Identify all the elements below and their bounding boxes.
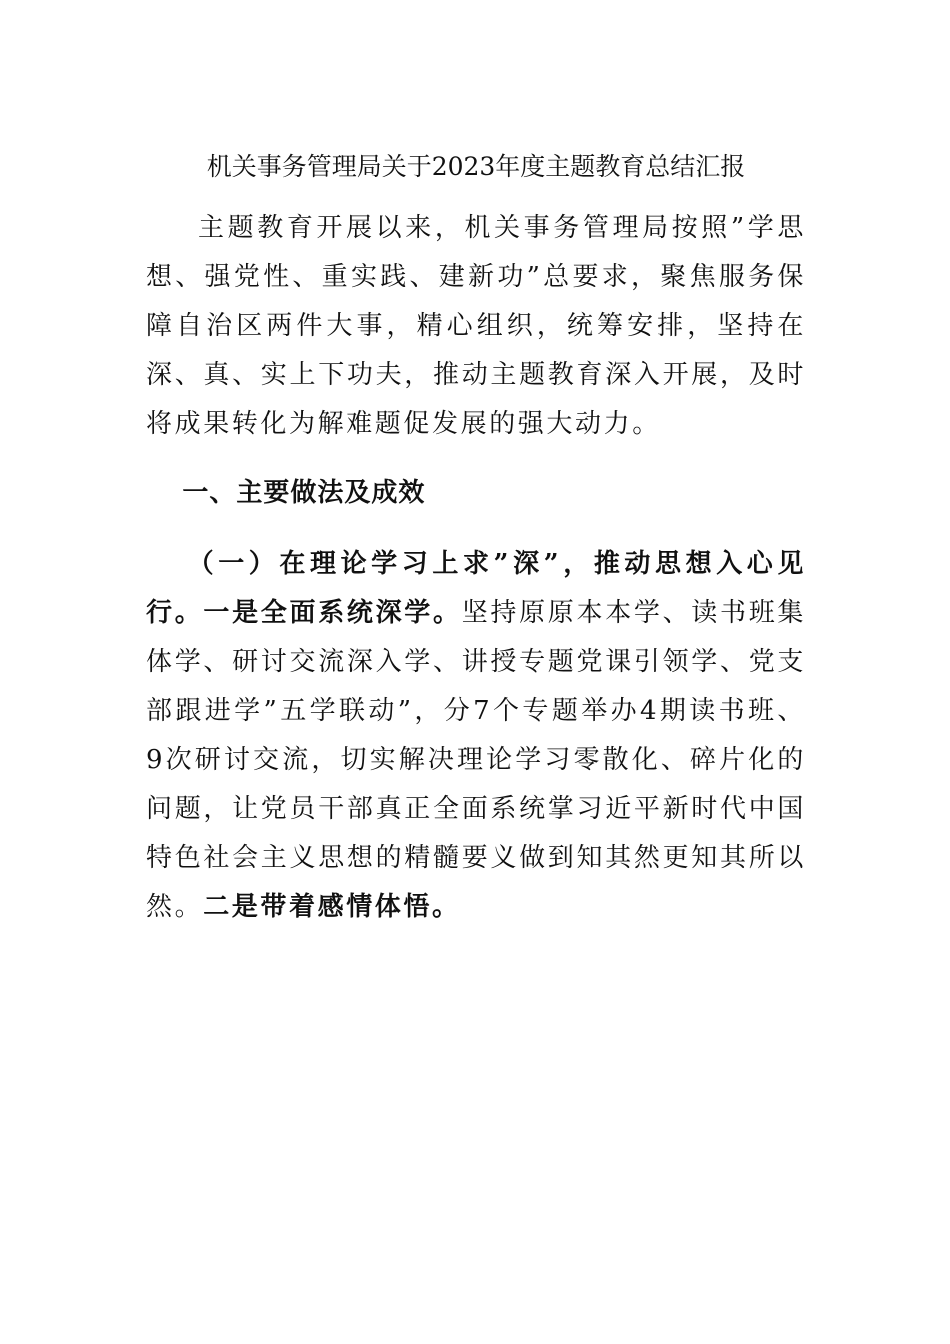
point1-text: 坚持原原本本学、读书班集体学、研讨交流深入学、讲授专题党课引领学、党支部跟进学”五学联动”，分7个专题举办4期读书班、9次研讨交流，切实解决理论学习零散化、碎片化的问题，让党员干部真正全面系统掌习近平新时代中国特色社会主义思想的精髓要义做到知其然更知其所以然。 — [146, 598, 806, 922]
subsection-heading: （一）在理论学习上求”深”，推动思想入心见行。 — [146, 549, 806, 628]
document-page — [146, 150, 806, 932]
subsection-paragraph — [146, 540, 806, 932]
point1-label: 一是全面系统深学。 — [203, 598, 462, 628]
section-heading: 一、主要做法及成效 — [182, 478, 426, 508]
document-title: 机关事务管理局关于2023年度主题教育总结汇报 — [206, 152, 746, 181]
point2-label: 二是带着感情体悟。 — [203, 892, 461, 922]
intro-paragraph: 主题教育开展以来，机关事务管理局按照”学思想、强党性、重实践、建新功”总要求，聚焦服务保障自治区两件大事，精心组织，统筹安排，坚持在深、真、实上下功夫，推动主题教育深入开展，及时将成果转化为解难题促发展的强大动力。 — [146, 213, 806, 439]
